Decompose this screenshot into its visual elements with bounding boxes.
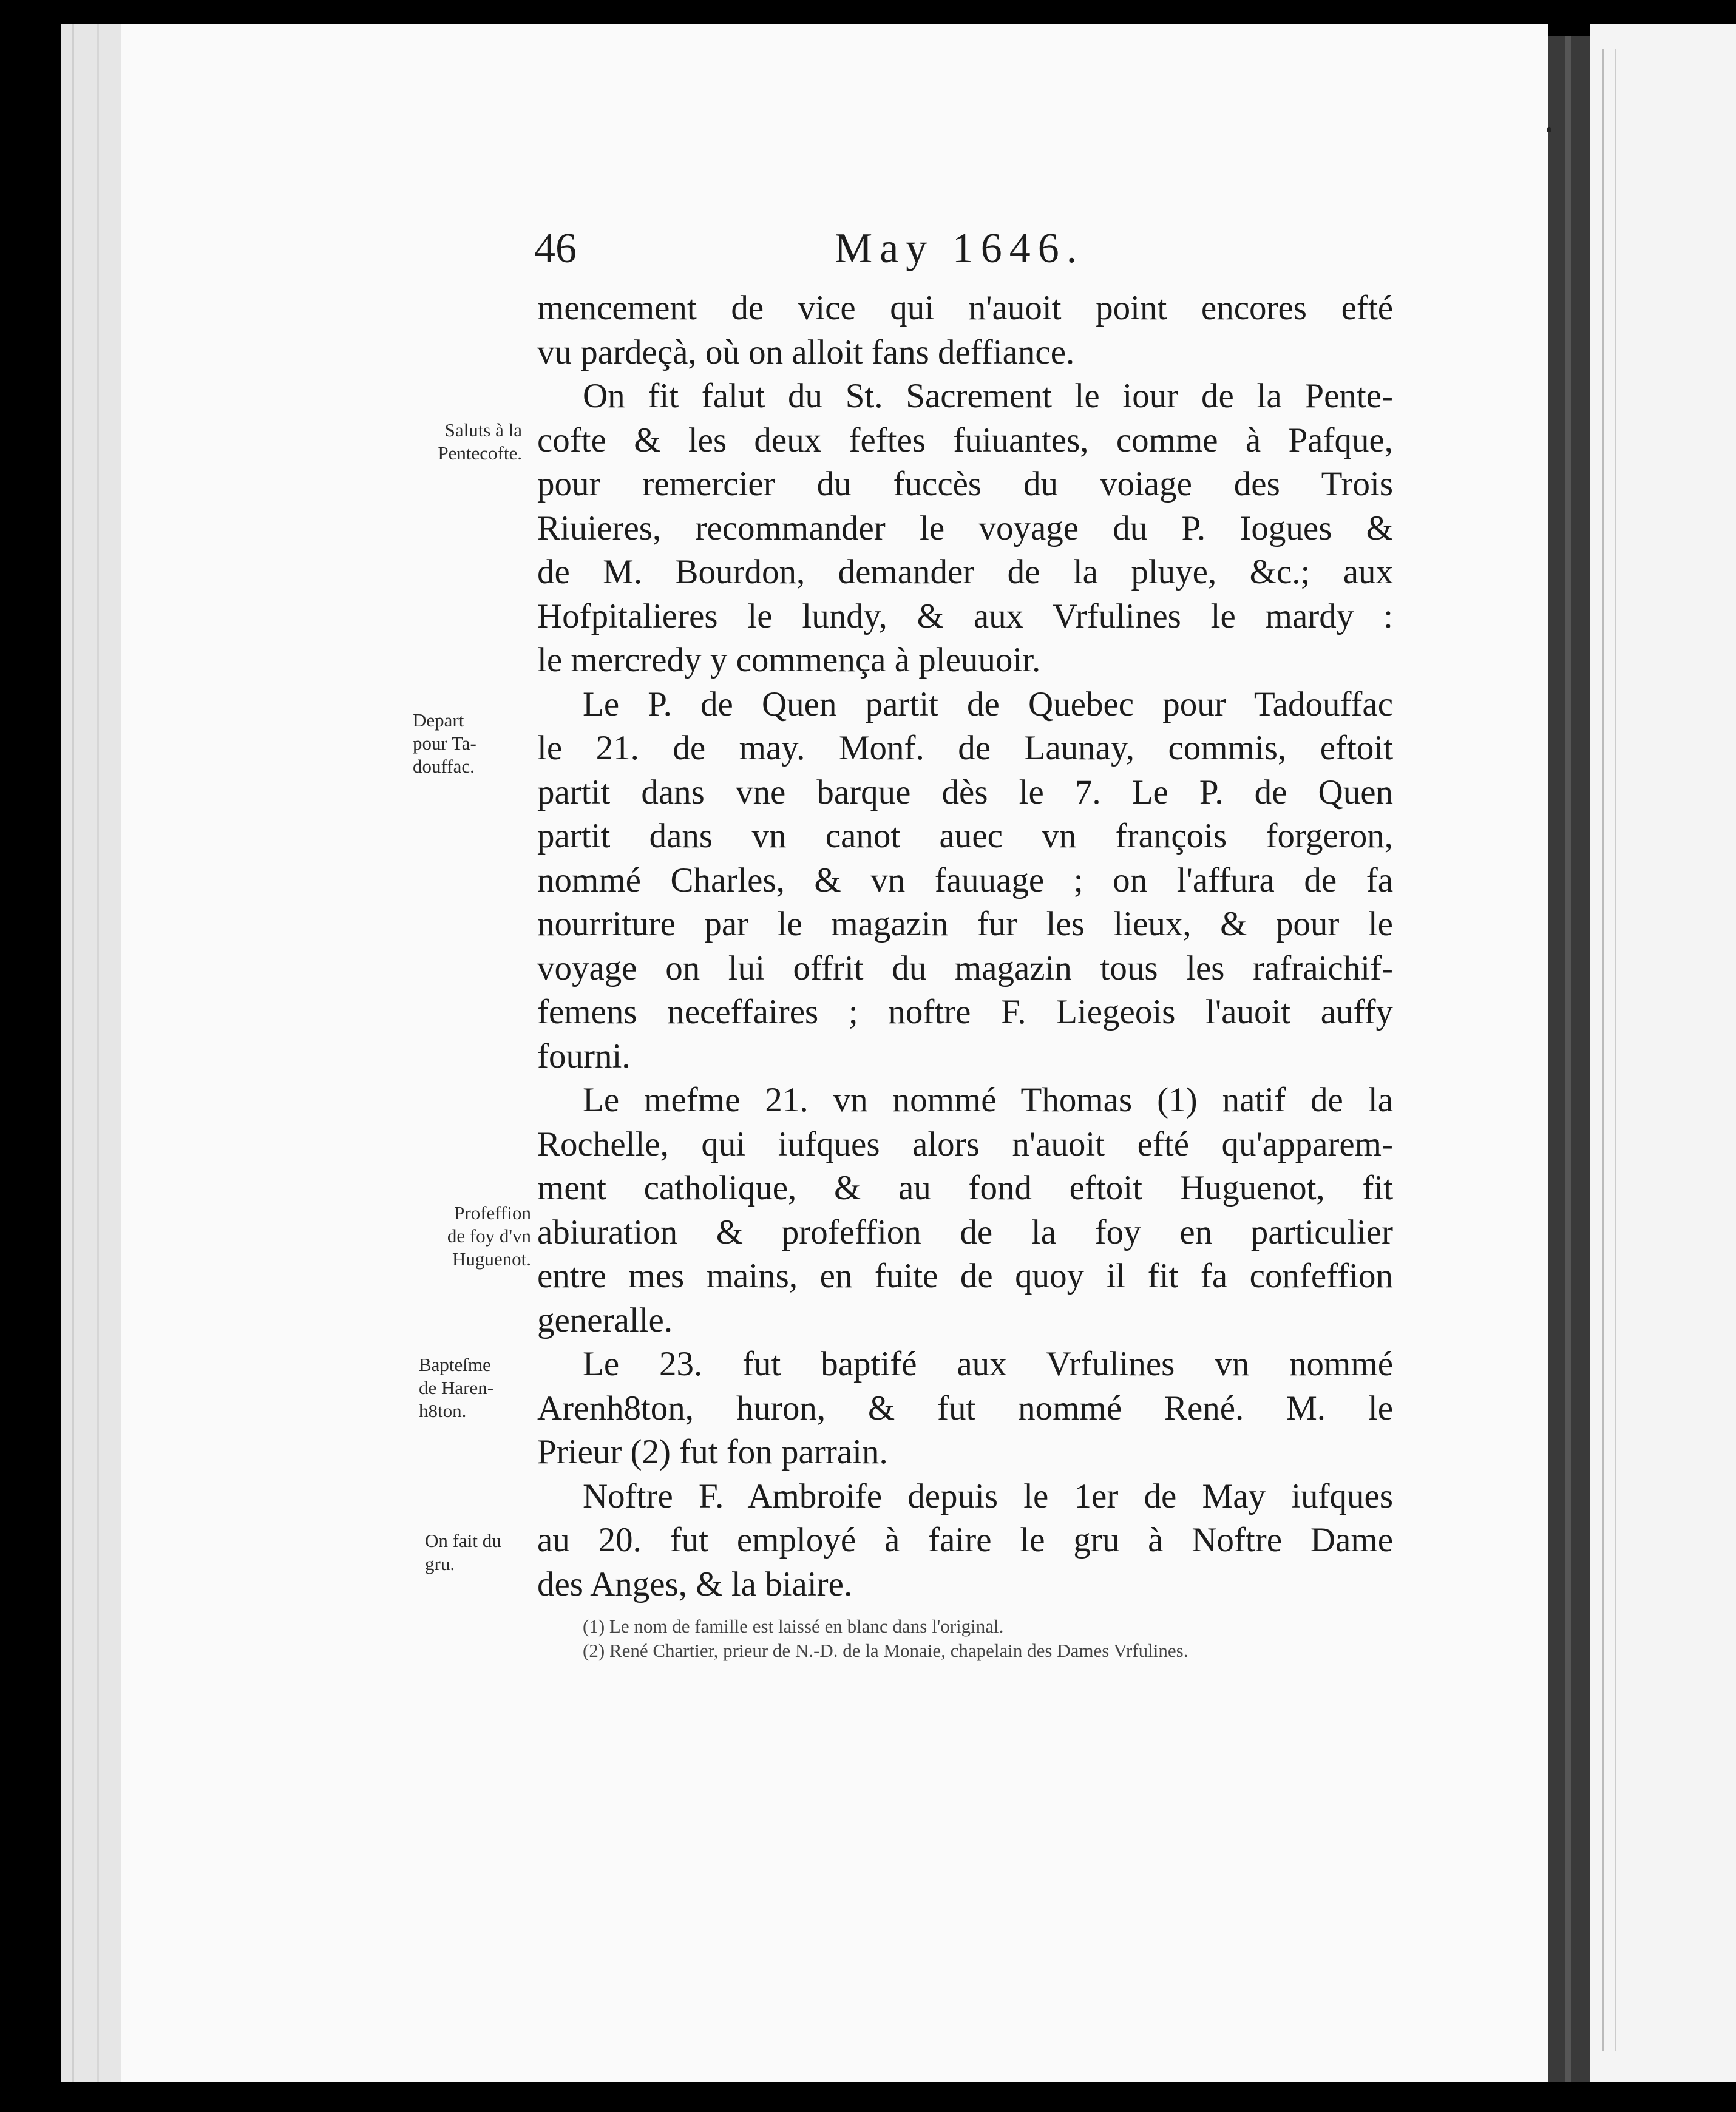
margin-note-gru: On fait du gru. bbox=[425, 1530, 501, 1574]
footnote: (2) René Chartier, prieur de N.-D. de la Monaie, chapelain des Dames Vrfulines. bbox=[583, 1640, 1188, 1661]
speck bbox=[1547, 127, 1551, 132]
paragraph: Le P. de Quen partit de Quebec pour Tadouffac le 21. de may. Monf. de Launay, commis, eftoit partit dans vne barque dès le 7. Le P. de Quen partit dans vn canot auec vn françois forgeron, nommé Charles, & vn fauuage ; on l'affura de fa nourriture par le magazin fur les lieux, & pour le voyage on lui offrit du magazin tous les rafraichif- femens neceffaires ; noftre F. Liegeois l'auoit auffy fourni. bbox=[537, 685, 1393, 1075]
page-header bbox=[534, 225, 1396, 279]
book-gutter bbox=[1548, 36, 1590, 2082]
paragraph: mencement de vice qui n'auoit point encores efté vu pardeçà, où on alloit fans deffiance. bbox=[537, 289, 1393, 371]
paragraph: On fit falut du St. Sacrement le iour de la Pente- cofte & les deux feftes fuiuantes, comme à Pafque, pour remercier du fuccès du voiage des Trois Riuieres, recommander le voyage du P. Iogues & de M. Bourdon, demander de la pluye, &c.; aux Hofpitalieres le lundy, & aux Vrfulines le mardy : le mercredy y commença à pleuuoir. bbox=[537, 377, 1393, 679]
margin-note-profession: Profeffion de foy d'vn Huguenot. bbox=[447, 1202, 531, 1270]
facing-page-edge bbox=[1590, 24, 1736, 2082]
footnotes bbox=[583, 1614, 1396, 1663]
margin-note-bapteme: Bapteſme de Haren- h8ton. bbox=[419, 1354, 494, 1421]
margin-note-depart: Depart pour Ta- douffac. bbox=[413, 709, 476, 777]
paragraph: Le 23. fut baptifé aux Vrfulines vn nommé Arenh8ton, huron, & fut nommé René. M. le Prieur (2) fut fon parrain. bbox=[537, 1345, 1393, 1471]
page-number: 46 bbox=[534, 225, 577, 272]
body-text bbox=[537, 286, 1393, 1606]
margin-note-saluts: Saluts à la Pentecofte. bbox=[438, 419, 522, 464]
footnote: (1) Le nom de famille est laissé en blanc dans l'original. bbox=[583, 1616, 1004, 1637]
paragraph: Noftre F. Ambroife depuis le 1er de May iufques au 20. fut employé à faire le gru à Noftre Dame des Anges, & la biaire. bbox=[537, 1477, 1393, 1603]
running-head: May 1646. bbox=[835, 225, 1085, 272]
paragraph: Le mefme 21. vn nommé Thomas (1) natif de la Rochelle, qui iufques alors n'auoit efté qu'apparem- ment catholique, & au fond eftoit Huguenot, fit abiuration & profeffion de la foy en particulier entre mes mains, en fuite de quoy il fit fa confeffion generalle. bbox=[537, 1081, 1393, 1339]
